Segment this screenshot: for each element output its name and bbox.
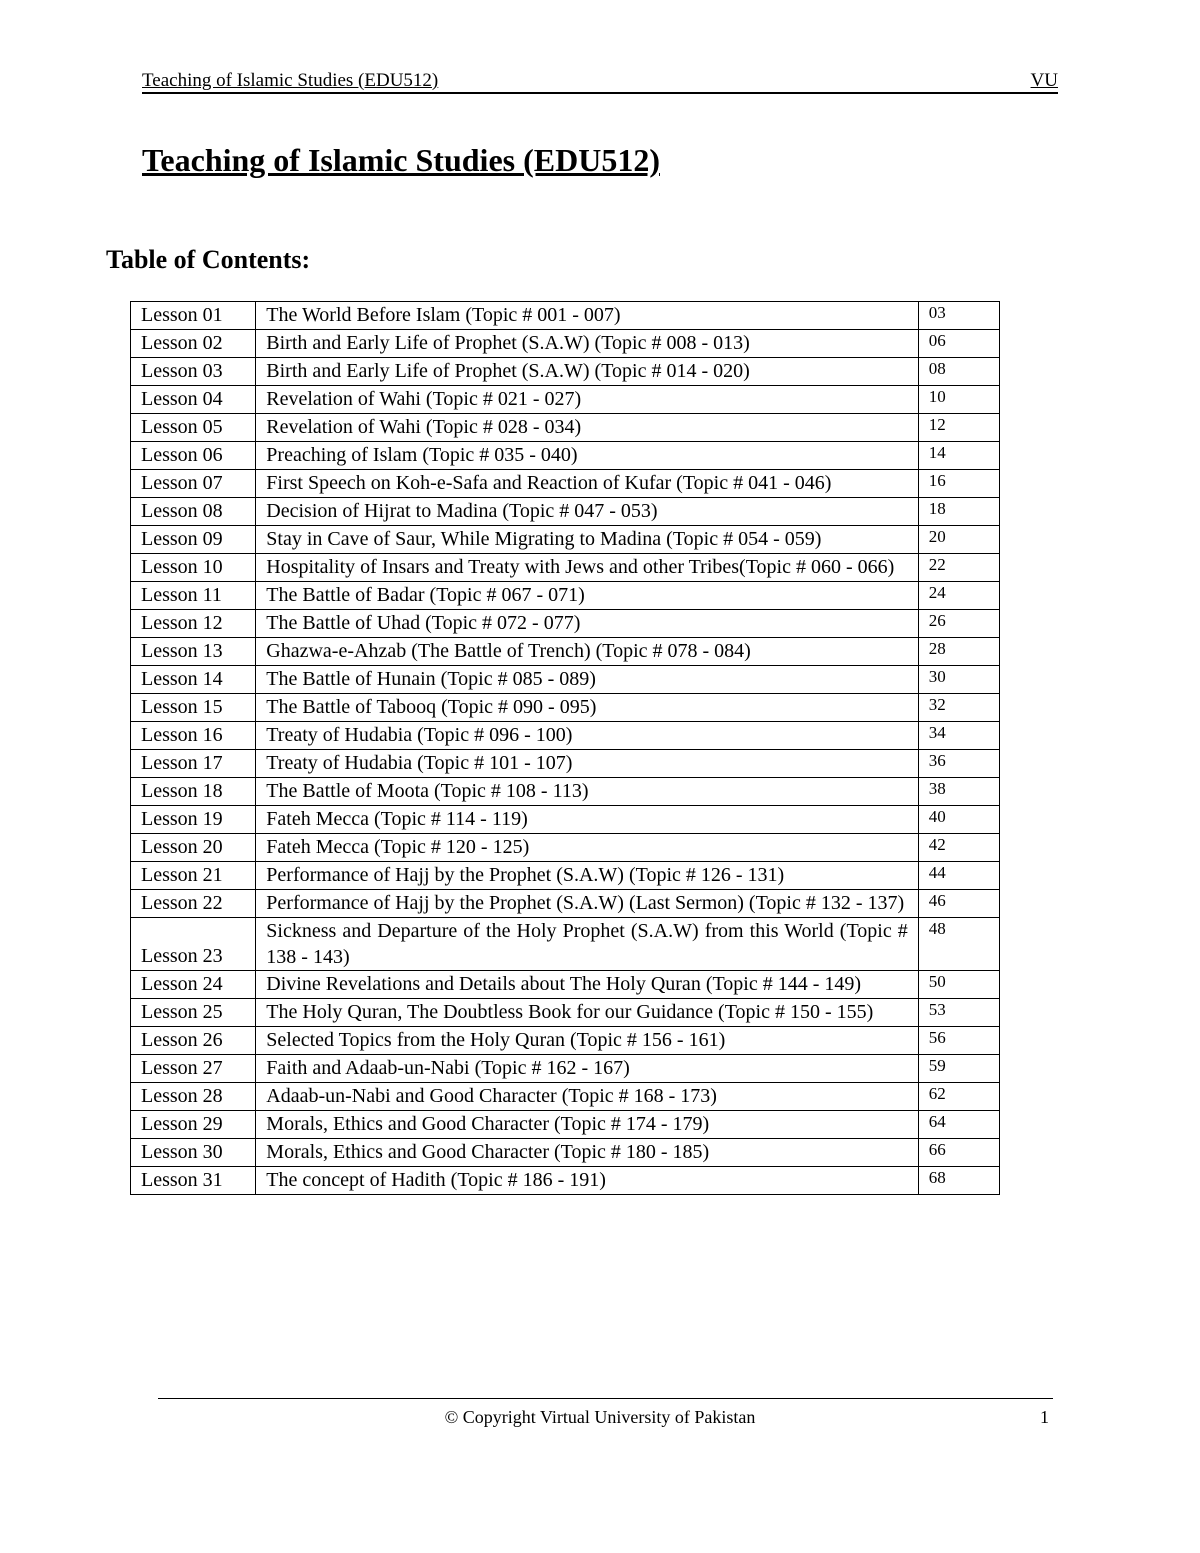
toc-title-cell: Morals, Ethics and Good Character (Topic # 174 - 179) xyxy=(256,1111,919,1139)
toc-title-cell: The World Before Islam (Topic # 001 - 007) xyxy=(256,302,919,330)
toc-row xyxy=(131,358,1000,386)
toc-title-cell: Sickness and Departure of the Holy Prophet (S.A.W) from this World (Topic # 138 - 143) xyxy=(256,918,919,971)
toc-page-cell: 22 xyxy=(918,554,999,582)
toc-page-cell: 08 xyxy=(918,358,999,386)
toc-title-cell: Morals, Ethics and Good Character (Topic # 180 - 185) xyxy=(256,1139,919,1167)
toc-title-cell: Ghazwa-e-Ahzab (The Battle of Trench) (Topic # 078 - 084) xyxy=(256,638,919,666)
toc-title-cell: Fateh Mecca (Topic # 114 - 119) xyxy=(256,806,919,834)
toc-row xyxy=(131,330,1000,358)
toc-row xyxy=(131,834,1000,862)
footer-copyright: © Copyright Virtual University of Pakistan xyxy=(444,1407,756,1427)
toc-lesson-cell: Lesson 04 xyxy=(131,386,256,414)
toc-page-cell: 14 xyxy=(918,442,999,470)
footer-rule xyxy=(158,1398,1053,1399)
toc-page-cell: 42 xyxy=(918,834,999,862)
toc-row xyxy=(131,806,1000,834)
toc-lesson-cell: Lesson 29 xyxy=(131,1111,256,1139)
toc-title-cell: The Holy Quran, The Doubtless Book for our Guidance (Topic # 150 - 155) xyxy=(256,999,919,1027)
toc-row xyxy=(131,498,1000,526)
toc-row xyxy=(131,999,1000,1027)
toc-row xyxy=(131,582,1000,610)
toc-row xyxy=(131,386,1000,414)
toc-lesson-cell: Lesson 14 xyxy=(131,666,256,694)
toc-lesson-cell: Lesson 23 xyxy=(131,918,256,971)
toc-title-cell: The Battle of Hunain (Topic # 085 - 089) xyxy=(256,666,919,694)
toc-title-cell: Revelation of Wahi (Topic # 028 - 034) xyxy=(256,414,919,442)
toc-lesson-cell: Lesson 18 xyxy=(131,778,256,806)
toc-row xyxy=(131,750,1000,778)
toc-row xyxy=(131,610,1000,638)
toc-lesson-cell: Lesson 05 xyxy=(131,414,256,442)
toc-lesson-cell: Lesson 20 xyxy=(131,834,256,862)
toc-page-cell: 36 xyxy=(918,750,999,778)
toc-row xyxy=(131,971,1000,999)
toc-page-cell: 28 xyxy=(918,638,999,666)
toc-title-cell: The concept of Hadith (Topic # 186 - 191) xyxy=(256,1167,919,1195)
toc-lesson-cell: Lesson 10 xyxy=(131,554,256,582)
toc-page-cell: 34 xyxy=(918,722,999,750)
toc-lesson-cell: Lesson 03 xyxy=(131,358,256,386)
toc-page-cell: 64 xyxy=(918,1111,999,1139)
toc-row xyxy=(131,1027,1000,1055)
toc-lesson-cell: Lesson 19 xyxy=(131,806,256,834)
toc-lesson-cell: Lesson 08 xyxy=(131,498,256,526)
toc-title-cell: The Battle of Uhad (Topic # 072 - 077) xyxy=(256,610,919,638)
toc-title-cell: Birth and Early Life of Prophet (S.A.W) (Topic # 014 - 020) xyxy=(256,358,919,386)
toc-page-cell: 20 xyxy=(918,526,999,554)
toc-page-cell: 59 xyxy=(918,1055,999,1083)
toc-row xyxy=(131,414,1000,442)
toc-row xyxy=(131,554,1000,582)
toc-lesson-cell: Lesson 31 xyxy=(131,1167,256,1195)
footer-page-number: 1 xyxy=(1040,1407,1049,1427)
toc-row xyxy=(131,694,1000,722)
toc-page-cell: 26 xyxy=(918,610,999,638)
toc-page-cell: 16 xyxy=(918,470,999,498)
toc-title-cell: Stay in Cave of Saur, While Migrating to Madina (Topic # 054 - 059) xyxy=(256,526,919,554)
toc-page-cell: 50 xyxy=(918,971,999,999)
toc-page-cell: 32 xyxy=(918,694,999,722)
toc-title-cell: Birth and Early Life of Prophet (S.A.W) (Topic # 008 - 013) xyxy=(256,330,919,358)
toc-row xyxy=(131,1055,1000,1083)
toc-lesson-cell: Lesson 24 xyxy=(131,971,256,999)
toc-row xyxy=(131,302,1000,330)
toc-row xyxy=(131,1167,1000,1195)
toc-page-cell: 10 xyxy=(918,386,999,414)
toc-page-cell: 53 xyxy=(918,999,999,1027)
toc-page-cell: 06 xyxy=(918,330,999,358)
header-institution: VU xyxy=(1030,70,1058,91)
toc-page-cell: 46 xyxy=(918,890,999,918)
toc-page-cell: 18 xyxy=(918,498,999,526)
toc-row xyxy=(131,1111,1000,1139)
toc-lesson-cell: Lesson 22 xyxy=(131,890,256,918)
toc-lesson-cell: Lesson 12 xyxy=(131,610,256,638)
toc-body xyxy=(131,302,1000,1195)
toc-lesson-cell: Lesson 21 xyxy=(131,862,256,890)
toc-lesson-cell: Lesson 13 xyxy=(131,638,256,666)
toc-title-cell: Preaching of Islam (Topic # 035 - 040) xyxy=(256,442,919,470)
toc-row xyxy=(131,442,1000,470)
toc-lesson-cell: Lesson 30 xyxy=(131,1139,256,1167)
toc-lesson-cell: Lesson 25 xyxy=(131,999,256,1027)
toc-page-cell: 30 xyxy=(918,666,999,694)
header-course-title: Teaching of Islamic Studies (EDU512) xyxy=(142,70,439,91)
toc-title-cell: The Battle of Moota (Topic # 108 - 113) xyxy=(256,778,919,806)
toc-page-cell: 56 xyxy=(918,1027,999,1055)
toc-page-cell: 03 xyxy=(918,302,999,330)
toc-lesson-cell: Lesson 17 xyxy=(131,750,256,778)
toc-lesson-cell: Lesson 15 xyxy=(131,694,256,722)
toc-title-cell: Performance of Hajj by the Prophet (S.A.W) (Last Sermon) (Topic # 132 - 137) xyxy=(256,890,919,918)
toc-title-cell: Divine Revelations and Details about The Holy Quran (Topic # 144 - 149) xyxy=(256,971,919,999)
toc-row xyxy=(131,526,1000,554)
toc-title-cell: Selected Topics from the Holy Quran (Topic # 156 - 161) xyxy=(256,1027,919,1055)
toc-page-cell: 40 xyxy=(918,806,999,834)
toc-heading: Table of Contents: xyxy=(106,245,311,274)
toc-page-cell: 12 xyxy=(918,414,999,442)
toc-row xyxy=(131,918,1000,971)
running-header xyxy=(142,70,1058,94)
toc-title-cell: Performance of Hajj by the Prophet (S.A.W) (Topic # 126 - 131) xyxy=(256,862,919,890)
toc-title-cell: Decision of Hijrat to Madina (Topic # 047 - 053) xyxy=(256,498,919,526)
toc-lesson-cell: Lesson 28 xyxy=(131,1083,256,1111)
toc-page-cell: 68 xyxy=(918,1167,999,1195)
toc-title-cell: Treaty of Hudabia (Topic # 096 - 100) xyxy=(256,722,919,750)
toc-title-cell: Hospitality of Insars and Treaty with Jews and other Tribes(Topic # 060 - 066) xyxy=(256,554,919,582)
toc-row xyxy=(131,470,1000,498)
toc-lesson-cell: Lesson 02 xyxy=(131,330,256,358)
toc-page-cell: 38 xyxy=(918,778,999,806)
toc-page-cell: 24 xyxy=(918,582,999,610)
toc-title-cell: Faith and Adaab-un-Nabi (Topic # 162 - 167) xyxy=(256,1055,919,1083)
toc-page-cell: 48 xyxy=(918,918,999,971)
toc-page-cell: 62 xyxy=(918,1083,999,1111)
toc-row xyxy=(131,666,1000,694)
toc-lesson-cell: Lesson 09 xyxy=(131,526,256,554)
toc-row xyxy=(131,890,1000,918)
toc-title-cell: Revelation of Wahi (Topic # 021 - 027) xyxy=(256,386,919,414)
toc-title-cell: The Battle of Tabooq (Topic # 090 - 095) xyxy=(256,694,919,722)
document-title: Teaching of Islamic Studies (EDU512) xyxy=(142,142,660,178)
toc-page-cell: 66 xyxy=(918,1139,999,1167)
toc-title-cell: Treaty of Hudabia (Topic # 101 - 107) xyxy=(256,750,919,778)
toc-lesson-cell: Lesson 16 xyxy=(131,722,256,750)
toc-title-cell: Fateh Mecca (Topic # 120 - 125) xyxy=(256,834,919,862)
toc-lesson-cell: Lesson 11 xyxy=(131,582,256,610)
toc-table xyxy=(130,301,1000,1195)
toc-lesson-cell: Lesson 06 xyxy=(131,442,256,470)
toc-lesson-cell: Lesson 27 xyxy=(131,1055,256,1083)
toc-page-cell: 44 xyxy=(918,862,999,890)
toc-row xyxy=(131,1139,1000,1167)
toc-lesson-cell: Lesson 26 xyxy=(131,1027,256,1055)
toc-row xyxy=(131,1083,1000,1111)
toc-row xyxy=(131,778,1000,806)
toc-lesson-cell: Lesson 07 xyxy=(131,470,256,498)
toc-title-cell: Adaab-un-Nabi and Good Character (Topic # 168 - 173) xyxy=(256,1083,919,1111)
toc-lesson-cell: Lesson 01 xyxy=(131,302,256,330)
toc-title-cell: First Speech on Koh-e-Safa and Reaction of Kufar (Topic # 041 - 046) xyxy=(256,470,919,498)
toc-row xyxy=(131,638,1000,666)
toc-row xyxy=(131,862,1000,890)
toc-title-cell: The Battle of Badar (Topic # 067 - 071) xyxy=(256,582,919,610)
toc-row xyxy=(131,722,1000,750)
